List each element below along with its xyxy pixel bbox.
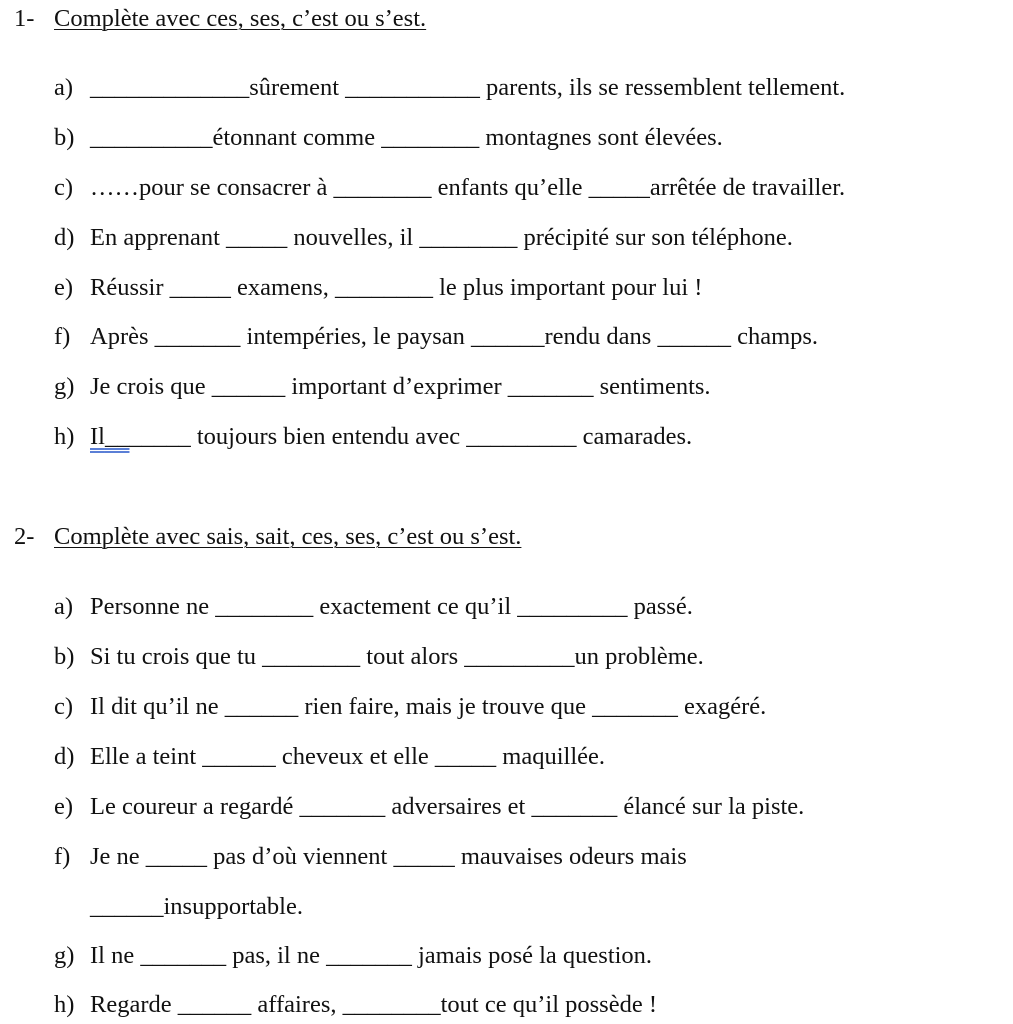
item-text-continuation: ______insupportable.: [90, 893, 303, 920]
exercise-2-item-g: [54, 941, 652, 971]
item-text: Personne ne ________ exactement ce qu’il _________ passé.: [90, 593, 693, 620]
item-text-blank: __: [104, 423, 130, 450]
item-letter: g): [54, 942, 75, 969]
exercise-1-item-d: [54, 223, 793, 253]
exercise-1-item-f: [54, 322, 818, 352]
item-text: Le coureur a regardé _______ adversaires et _______ élancé sur la piste.: [90, 793, 805, 820]
item-letter: d): [54, 224, 75, 251]
item-letter: b): [54, 643, 75, 670]
exercise-1-item-b: [54, 123, 723, 153]
spellcheck-underlined-text: [90, 423, 129, 450]
item-letter: f): [54, 323, 71, 350]
item-text-start: Il: [90, 423, 105, 450]
item-text: __________étonnant comme ________ montagnes sont élevées.: [90, 124, 723, 151]
exercise-2-item-f: [54, 842, 687, 872]
item-text-rest: _____ toujours bien entendu avec _________ camarades.: [129, 423, 693, 450]
item-text: Je ne _____ pas d’où viennent _____ mauvaises odeurs mais: [90, 843, 687, 870]
item-text: _____________sûrement ___________ parents, ils se ressemblent tellement.: [90, 74, 846, 101]
exercise-2-item-b: [54, 642, 704, 672]
exercise-2-title: Complète avec sais, sait, ces, ses, c’est ou s’est.: [54, 523, 522, 550]
exercise-1-item-h: [54, 422, 692, 452]
item-text: En apprenant _____ nouvelles, il ________ précipité sur son téléphone.: [90, 224, 793, 251]
item-text: Réussir _____ examens, ________ le plus important pour lui !: [90, 274, 703, 301]
item-text: Regarde ______ affaires, ________tout ce qu’il possède !: [90, 991, 657, 1018]
exercise-1-item-g: [54, 372, 711, 402]
exercise-1-number: 1-: [14, 5, 35, 32]
item-letter: b): [54, 124, 75, 151]
exercise-2-item-d: [54, 742, 605, 772]
exercise-1-title: Complète avec ces, ses, c’est ou s’est.: [54, 5, 427, 32]
exercise-1-heading: [14, 4, 426, 34]
item-text: ……pour se consacrer à ________ enfants qu’elle _____arrêtée de travailler.: [90, 174, 846, 201]
exercise-2-item-e: [54, 792, 804, 822]
exercise-2-item-h: [54, 990, 657, 1020]
item-letter: e): [54, 793, 74, 820]
item-text: Je crois que ______ important d’exprimer _______ sentiments.: [90, 373, 711, 400]
item-letter: a): [54, 593, 74, 620]
item-letter: h): [54, 991, 75, 1018]
exercise-2-number: 2-: [14, 523, 35, 550]
item-letter: a): [54, 74, 74, 101]
exercise-2-item-c: [54, 692, 766, 722]
item-text: Après _______ intempéries, le paysan ______rendu dans ______ champs.: [90, 323, 819, 350]
exercise-1-item-e: [54, 273, 702, 303]
exercise-2-heading: [14, 522, 521, 552]
item-letter: h): [54, 423, 75, 450]
item-letter: f): [54, 843, 71, 870]
item-letter: c): [54, 174, 74, 201]
exercise-1-item-a: [54, 73, 845, 103]
item-letter: c): [54, 693, 74, 720]
item-text: Elle a teint ______ cheveux et elle _____ maquillée.: [90, 743, 606, 770]
item-text: Si tu crois que tu ________ tout alors _________un problème.: [90, 643, 704, 670]
item-letter: d): [54, 743, 75, 770]
exercise-2-item-f-continuation: [90, 892, 303, 922]
item-text: Il dit qu’il ne ______ rien faire, mais je trouve que _______ exagéré.: [90, 693, 767, 720]
item-letter: e): [54, 274, 74, 301]
item-letter: g): [54, 373, 75, 400]
exercise-1-item-c: [54, 173, 845, 203]
exercise-2-item-a: [54, 592, 693, 622]
item-text: Il ne _______ pas, il ne _______ jamais posé la question.: [90, 942, 653, 969]
